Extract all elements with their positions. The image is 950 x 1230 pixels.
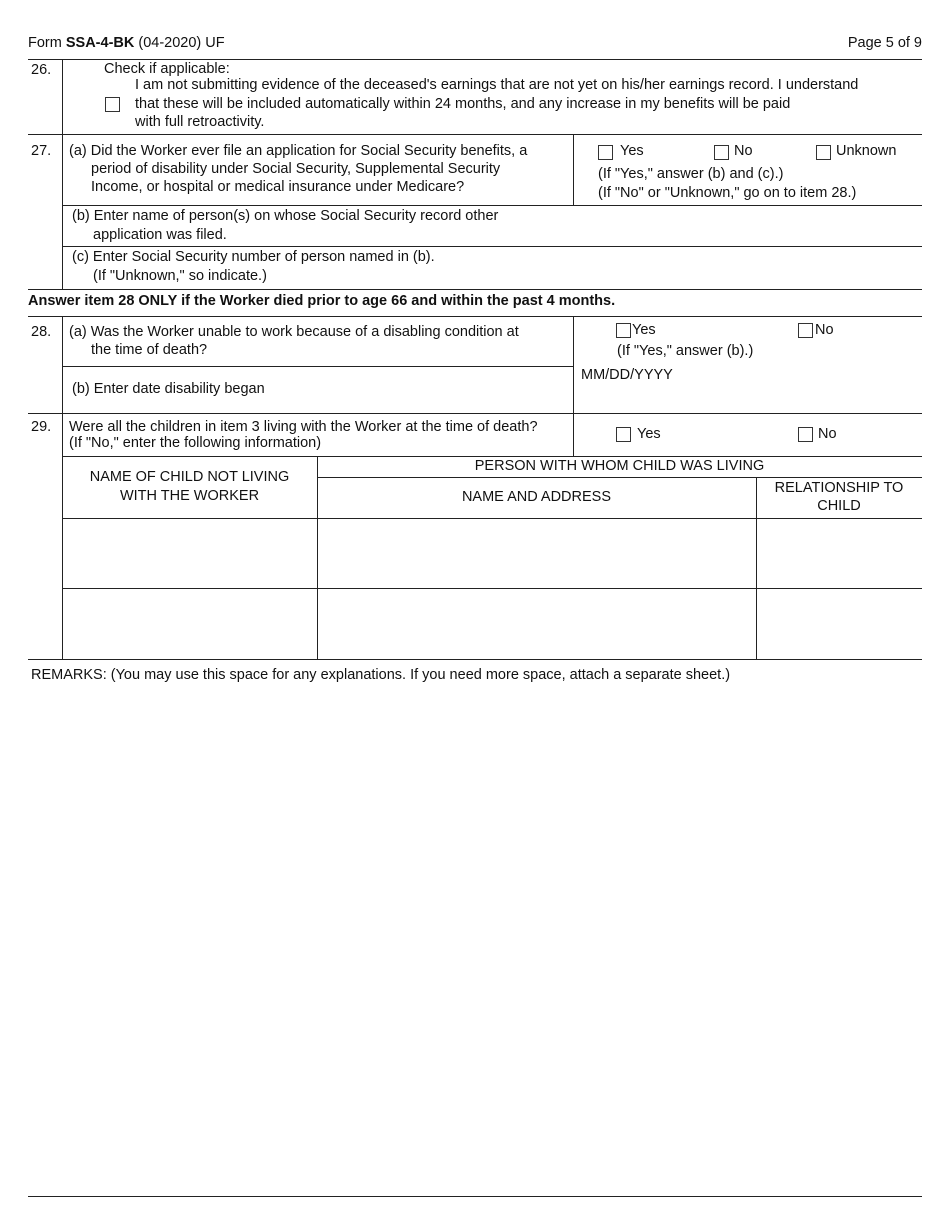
divider bbox=[28, 289, 922, 290]
item26-text-line2: that these will be included automatically within 24 months, and any increase in my benefits will be paid bbox=[135, 96, 791, 112]
item28-no-checkbox[interactable] bbox=[798, 323, 813, 338]
item27-no-checkbox[interactable] bbox=[714, 145, 729, 160]
item27b-line1: (b) Enter name of person(s) on whose Social Security record other bbox=[72, 208, 499, 224]
column-divider bbox=[573, 413, 574, 456]
item28a-line1: (a) Was the Worker unable to work because of a disabling condition at bbox=[69, 324, 519, 340]
divider bbox=[62, 366, 573, 367]
divider bbox=[28, 316, 922, 317]
item28-yes-label: Yes bbox=[632, 322, 656, 338]
item27b-line2: application was filed. bbox=[93, 227, 227, 243]
item29-no-checkbox[interactable] bbox=[798, 427, 813, 442]
item28b-date-format: MM/DD/YYYY bbox=[581, 367, 673, 383]
table-row-1-child-name[interactable] bbox=[63, 519, 317, 588]
table-row-2-relationship[interactable] bbox=[757, 589, 922, 659]
col-header-child-line1: NAME OF CHILD NOT LIVING bbox=[89, 469, 290, 485]
item29-yes-checkbox[interactable] bbox=[616, 427, 631, 442]
item27-note1: (If "Yes," answer (b) and (c).) bbox=[598, 166, 784, 182]
item-number-28: 28. bbox=[31, 324, 52, 340]
form-id-label: Form SSA-4-BK (04-2020) UF bbox=[28, 35, 225, 51]
col-header-name-address: NAME AND ADDRESS bbox=[461, 489, 612, 505]
form-header bbox=[28, 35, 922, 53]
item-number-26: 26. bbox=[31, 62, 52, 78]
item29-question: Were all the children in item 3 living with the Worker at the time of death? bbox=[69, 419, 538, 435]
col-header-relationship-line1: RELATIONSHIP TO bbox=[774, 480, 904, 496]
item27c-line1: (c) Enter Social Security number of person named in (b). bbox=[72, 249, 435, 265]
item28a-line2: the time of death? bbox=[91, 342, 208, 358]
item27-yes-checkbox[interactable] bbox=[598, 145, 613, 160]
page-number: Page 5 of 9 bbox=[847, 35, 922, 51]
column-divider bbox=[62, 59, 63, 134]
divider bbox=[28, 134, 922, 135]
divider bbox=[28, 659, 922, 660]
item28-instruction: Answer item 28 ONLY if the Worker died prior to age 66 and within the past 4 months. bbox=[28, 293, 616, 309]
item28-note: (If "Yes," answer (b).) bbox=[617, 343, 754, 359]
item27-unknown-label: Unknown bbox=[836, 143, 897, 159]
item27c-ssn-field[interactable] bbox=[573, 247, 922, 289]
table-row-2-child-name[interactable] bbox=[63, 589, 317, 659]
item28-yes-checkbox[interactable] bbox=[616, 323, 631, 338]
column-divider bbox=[62, 134, 63, 289]
item29-yes-label: Yes bbox=[637, 426, 661, 442]
item26-title: Check if applicable: bbox=[104, 61, 230, 77]
item27a-line2: period of disability under Social Security, Supplemental Security bbox=[91, 161, 501, 177]
col-header-child-line2: WITH THE WORKER bbox=[119, 488, 260, 504]
table-row-1-relationship[interactable] bbox=[757, 519, 922, 588]
col-header-person: PERSON WITH WHOM CHILD WAS LIVING bbox=[474, 458, 765, 474]
item28-no-label: No bbox=[815, 322, 834, 338]
item-number-29: 29. bbox=[31, 419, 52, 435]
column-divider bbox=[573, 134, 574, 205]
item27c-line2: (If "Unknown," so indicate.) bbox=[93, 268, 267, 284]
item26-checkbox[interactable] bbox=[105, 97, 120, 112]
footer-divider bbox=[28, 1196, 922, 1197]
item27-yes-label: Yes bbox=[620, 143, 644, 159]
item26-text-line3: with full retroactivity. bbox=[135, 114, 265, 130]
item-number-27: 27. bbox=[31, 143, 52, 159]
item28b-label: (b) Enter date disability began bbox=[72, 381, 265, 397]
item29-no-label: No bbox=[818, 426, 837, 442]
item28b-date-field[interactable] bbox=[573, 384, 922, 412]
remarks-field[interactable] bbox=[28, 688, 922, 1188]
item27-note2: (If "No" or "Unknown," go on to item 28.) bbox=[598, 185, 857, 201]
item27b-name-field[interactable] bbox=[573, 206, 922, 246]
item27a-line1: (a) Did the Worker ever file an application for Social Security benefits, a bbox=[69, 143, 528, 159]
item27-unknown-checkbox[interactable] bbox=[816, 145, 831, 160]
table-row-2-name-address[interactable] bbox=[318, 589, 756, 659]
col-header-relationship-line2: CHILD bbox=[817, 498, 861, 514]
item27a-line3: Income, or hospital or medical insurance under Medicare? bbox=[91, 179, 465, 195]
divider bbox=[28, 59, 922, 60]
divider bbox=[28, 413, 922, 414]
item29-note: (If "No," enter the following information) bbox=[69, 435, 322, 451]
column-divider bbox=[62, 316, 63, 413]
divider bbox=[317, 477, 922, 478]
item26-text-line1: I am not submitting evidence of the deceased's earnings that are not yet on his/her earnings record. I understand bbox=[135, 77, 859, 93]
remarks-label: REMARKS: (You may use this space for any explanations. If you need more space, attach a separate sheet.) bbox=[31, 667, 731, 683]
item27-no-label: No bbox=[734, 143, 753, 159]
table-row-1-name-address[interactable] bbox=[318, 519, 756, 588]
